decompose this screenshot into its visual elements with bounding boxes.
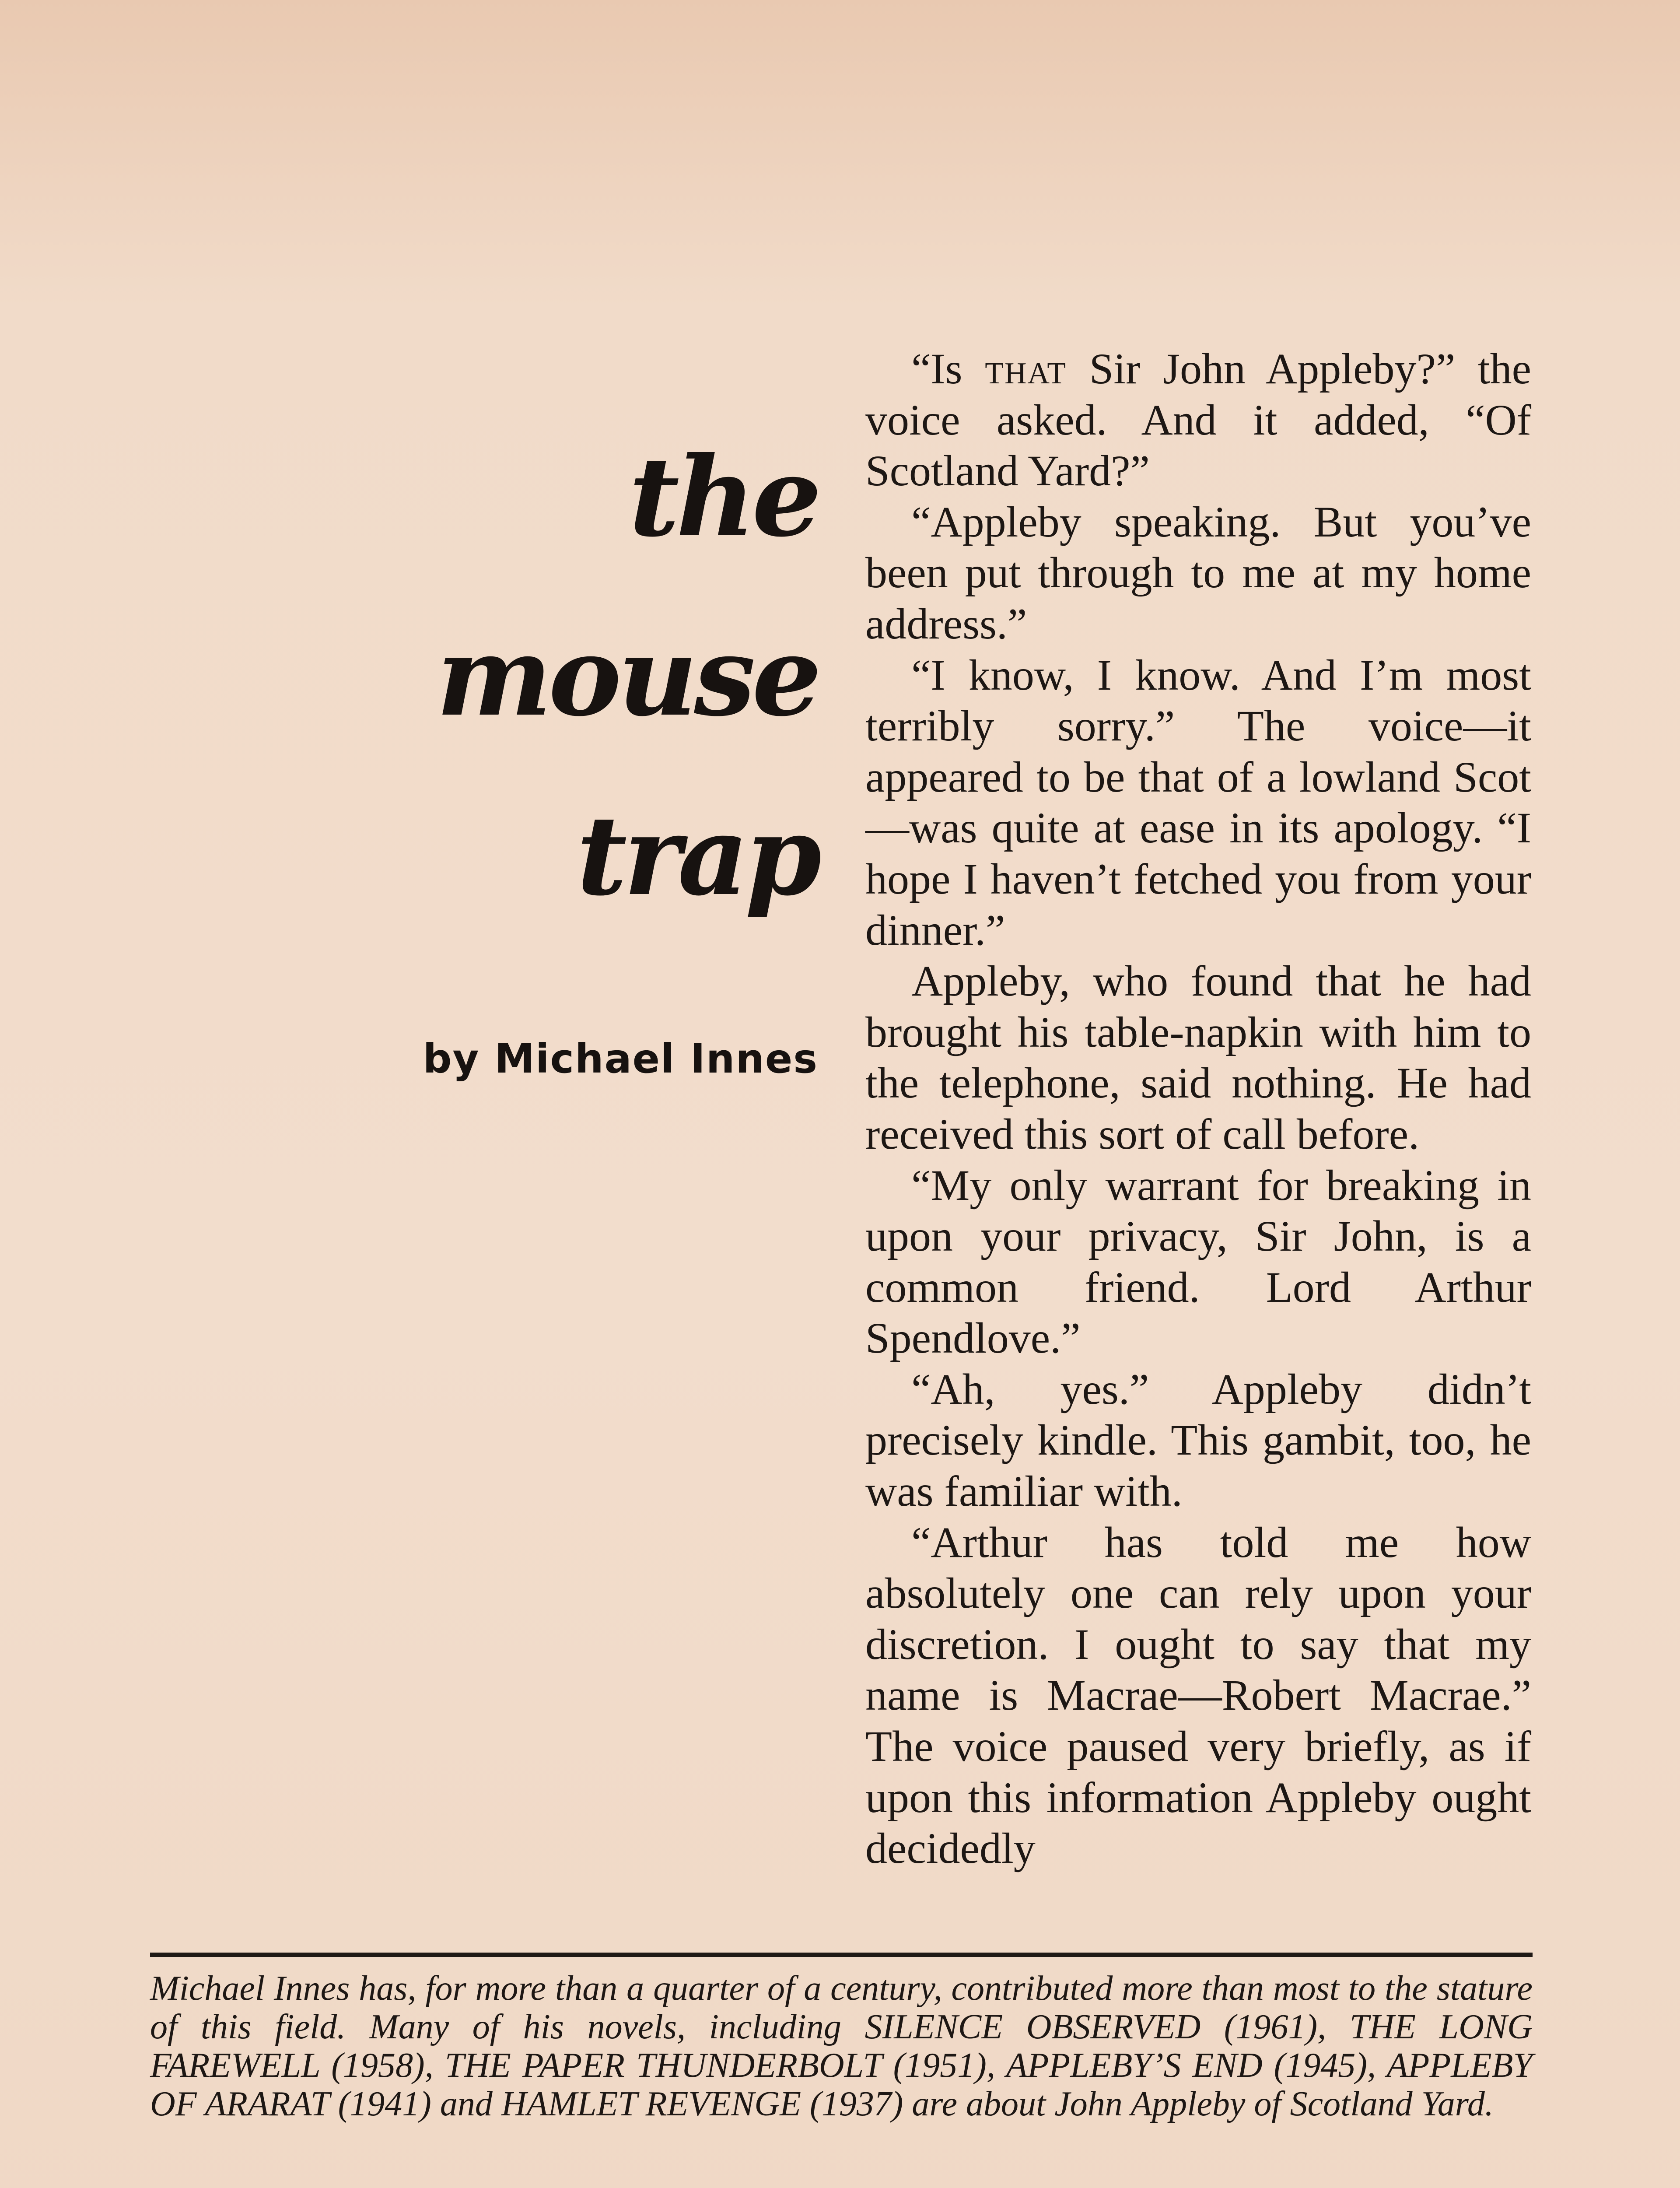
title-word-mouse: mouse <box>436 612 818 740</box>
title-word-trap: trap <box>577 791 818 920</box>
story-paragraph: “My only warrant for breaking in upon your privacy, Sir John, is a common friend. Lord Arthur Spendlove.” <box>865 1161 1531 1363</box>
story-title <box>394 407 818 945</box>
story-paragraph: “I know, I know. And I’m most terribly sorry.” The voice—it appeared to be that of a lowland Scot—was quite at ease in its apology. “I hope I haven’t fetched you from your dinner.” <box>865 650 1531 954</box>
paragraph-opening: “Is <box>911 344 985 393</box>
author-byline: by Michael Innes <box>423 1035 818 1082</box>
story-paragraph: “Ah, yes.” Appleby didn’t precisely kindle. This gambit, too, he was familiar with. <box>865 1364 1531 1516</box>
story-paragraph <box>865 344 1531 497</box>
story-paragraph: “Arthur has told me how absolutely one can rely upon your discretion. I ought to say that my name is Macrae—Robert Macrae.” The voice paused very briefly, as if upon this information Appleby ought decidedly <box>865 1518 1531 1873</box>
author-bio: Michael Innes has, for more than a quarter of a century, contributed more than most to the stature of this field. Many of his novels, including SILENCE OBSERVED (1961), THE LONG FAREWELL (1958), THE PAPER THUNDERBOLT (1951), APPLEBY’S END (1945), APPLEBY OF ARARAT (1941) and HAMLET REVENGE (1937) are about John Appleby of Scotland Yard. <box>150 1969 1533 2123</box>
story-paragraph: “Appleby speaking. But you’ve been put through to me at my home address.” <box>865 497 1531 648</box>
title-word-the: the <box>629 432 818 561</box>
divider-rule <box>150 1953 1533 1957</box>
paragraph-rest: Sir John Appleby?” the voice asked. And it added, “Of Scotland Yard?” <box>865 344 1532 495</box>
story-text <box>865 344 1531 1874</box>
smallcaps-word: that <box>985 344 1067 393</box>
story-paragraph: Appleby, who found that he had brought his table-napkin with him to the telephone, said nothing. He had received this sort of call before. <box>865 957 1531 1158</box>
